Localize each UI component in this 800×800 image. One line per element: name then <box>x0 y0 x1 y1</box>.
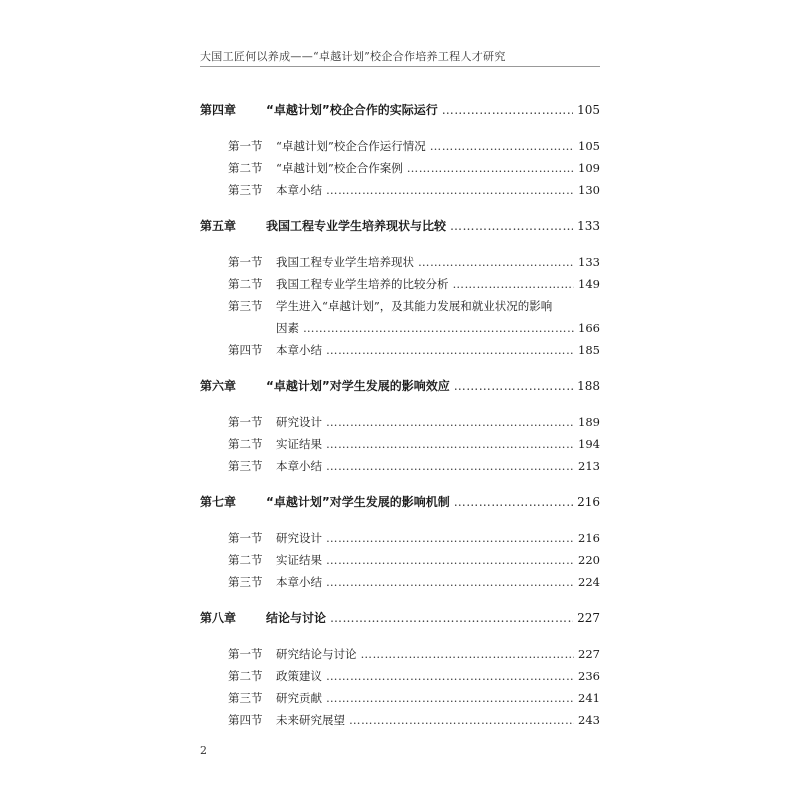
toc-section-entry[interactable] <box>200 336 600 358</box>
section-title: 实证结果 <box>276 553 322 567</box>
section-title: 未来研究展望 <box>276 713 345 727</box>
section-label: 第一节 <box>228 415 263 429</box>
table-of-contents <box>200 94 600 728</box>
toc-section-continuation[interactable] <box>200 314 600 336</box>
section-label: 第三节 <box>228 299 263 313</box>
section-gap <box>200 234 600 248</box>
page-number: 2 <box>200 744 207 757</box>
section-title: 研究结论与讨论 <box>276 647 357 661</box>
chapter-page-number: 216 <box>577 495 600 509</box>
toc-section-entry[interactable] <box>200 524 600 546</box>
toc-section-entry[interactable] <box>200 154 600 176</box>
section-title: 我国工程专业学生培养的比较分析 <box>276 277 449 291</box>
section-label: 第二节 <box>228 161 263 175</box>
dot-leader <box>326 436 574 452</box>
section-title: 本章小结 <box>276 575 322 589</box>
toc-chapter-entry[interactable] <box>200 602 600 626</box>
section-label: 第一节 <box>228 139 263 153</box>
toc-section-entry[interactable] <box>200 546 600 568</box>
toc-section-entry[interactable] <box>200 452 600 474</box>
header-rule <box>200 66 600 67</box>
section-label: 第二节 <box>228 277 263 291</box>
section-title: “卓越计划”校企合作运行情况 <box>276 139 426 153</box>
toc-chapter-entry[interactable] <box>200 94 600 118</box>
section-label: 第一节 <box>228 255 263 269</box>
section-gap <box>200 394 600 408</box>
section-title: “卓越计划”校企合作案例 <box>276 161 403 175</box>
toc-chapter-entry[interactable] <box>200 370 600 394</box>
chapter-gap <box>200 474 600 486</box>
toc-section-entry[interactable] <box>200 640 600 662</box>
section-page-number: 189 <box>578 415 600 429</box>
section-page-number: 220 <box>578 553 600 567</box>
chapter-page-number: 133 <box>577 219 600 233</box>
section-title-continued: 因素 <box>276 321 299 335</box>
chapter-gap <box>200 198 600 210</box>
dot-leader <box>450 218 573 234</box>
section-page-number: 166 <box>578 321 600 335</box>
dot-leader <box>418 254 574 270</box>
toc-section-entry[interactable] <box>200 292 600 314</box>
dot-leader <box>326 530 574 546</box>
section-title: 研究设计 <box>276 531 322 545</box>
section-page-number: 224 <box>578 575 600 589</box>
chapter-label: 第六章 <box>200 379 237 393</box>
section-label: 第二节 <box>228 669 263 683</box>
toc-section-entry[interactable] <box>200 176 600 198</box>
dot-leader <box>326 182 574 198</box>
section-page-number: 194 <box>578 437 600 451</box>
section-gap <box>200 626 600 640</box>
section-page-number: 133 <box>578 255 600 269</box>
dot-leader <box>361 646 575 662</box>
chapter-gap <box>200 358 600 370</box>
section-title: 研究贡献 <box>276 691 322 705</box>
section-page-number: 227 <box>578 647 600 661</box>
toc-section-entry[interactable] <box>200 662 600 684</box>
dot-leader <box>326 414 574 430</box>
chapter-page-number: 105 <box>577 103 600 117</box>
dot-leader <box>454 378 573 394</box>
section-title: 研究设计 <box>276 415 322 429</box>
section-title: 我国工程专业学生培养现状 <box>276 255 414 269</box>
section-label: 第三节 <box>228 691 263 705</box>
dot-leader <box>303 320 574 336</box>
toc-section-entry[interactable] <box>200 408 600 430</box>
toc-chapter-entry[interactable] <box>200 210 600 234</box>
chapter-title: “卓越计划”对学生发展的影响机制 <box>266 495 450 509</box>
dot-leader <box>326 668 574 684</box>
dot-leader <box>430 138 574 154</box>
toc-section-entry[interactable] <box>200 132 600 154</box>
section-label: 第一节 <box>228 531 263 545</box>
section-label: 第二节 <box>228 553 263 567</box>
section-title: 本章小结 <box>276 343 322 357</box>
section-title: 政策建议 <box>276 669 322 683</box>
section-title: 学生进入“卓越计划”，及其能力发展和就业状况的影响 <box>276 299 553 313</box>
chapter-page-number: 227 <box>577 611 600 625</box>
section-title: 实证结果 <box>276 437 322 451</box>
dot-leader <box>326 342 574 358</box>
section-title: 本章小结 <box>276 183 322 197</box>
toc-section-entry[interactable] <box>200 568 600 590</box>
section-label: 第一节 <box>228 647 263 661</box>
toc-section-entry[interactable] <box>200 430 600 452</box>
dot-leader <box>453 276 575 292</box>
section-title: 本章小结 <box>276 459 322 473</box>
toc-section-entry[interactable] <box>200 684 600 706</box>
dot-leader <box>407 160 574 176</box>
toc-section-entry[interactable] <box>200 248 600 270</box>
chapter-page-number: 188 <box>577 379 600 393</box>
section-page-number: 216 <box>578 531 600 545</box>
chapter-title: 结论与讨论 <box>266 611 327 625</box>
section-label: 第四节 <box>228 343 263 357</box>
dot-leader <box>442 102 573 118</box>
section-page-number: 105 <box>578 139 600 153</box>
section-page-number: 236 <box>578 669 600 683</box>
dot-leader <box>349 712 574 728</box>
chapter-title: 我国工程专业学生培养现状与比较 <box>266 219 447 233</box>
chapter-title: “卓越计划”对学生发展的影响效应 <box>266 379 450 393</box>
section-page-number: 130 <box>578 183 600 197</box>
dot-leader <box>330 610 573 626</box>
dot-leader <box>454 494 573 510</box>
running-header: 大国工匠何以养成——“卓越计划”校企合作培养工程人才研究 <box>200 50 506 63</box>
section-gap <box>200 118 600 132</box>
dot-leader <box>326 574 574 590</box>
section-gap <box>200 510 600 524</box>
chapter-label: 第七章 <box>200 495 237 509</box>
section-label: 第四节 <box>228 713 263 727</box>
section-page-number: 109 <box>578 161 600 175</box>
chapter-title: “卓越计划”校企合作的实际运行 <box>266 103 438 117</box>
toc-section-entry[interactable] <box>200 270 600 292</box>
section-label: 第二节 <box>228 437 263 451</box>
section-page-number: 149 <box>578 277 600 291</box>
section-page-number: 213 <box>578 459 600 473</box>
section-label: 第三节 <box>228 183 263 197</box>
toc-chapter-entry[interactable] <box>200 486 600 510</box>
section-page-number: 185 <box>578 343 600 357</box>
dot-leader <box>326 458 574 474</box>
dot-leader <box>326 690 574 706</box>
chapter-label: 第八章 <box>200 611 237 625</box>
section-label: 第三节 <box>228 575 263 589</box>
toc-section-entry[interactable] <box>200 706 600 728</box>
chapter-gap <box>200 590 600 602</box>
section-label: 第三节 <box>228 459 263 473</box>
dot-leader <box>326 552 574 568</box>
section-page-number: 241 <box>578 691 600 705</box>
chapter-label: 第四章 <box>200 103 237 117</box>
chapter-label: 第五章 <box>200 219 237 233</box>
section-page-number: 243 <box>578 713 600 727</box>
